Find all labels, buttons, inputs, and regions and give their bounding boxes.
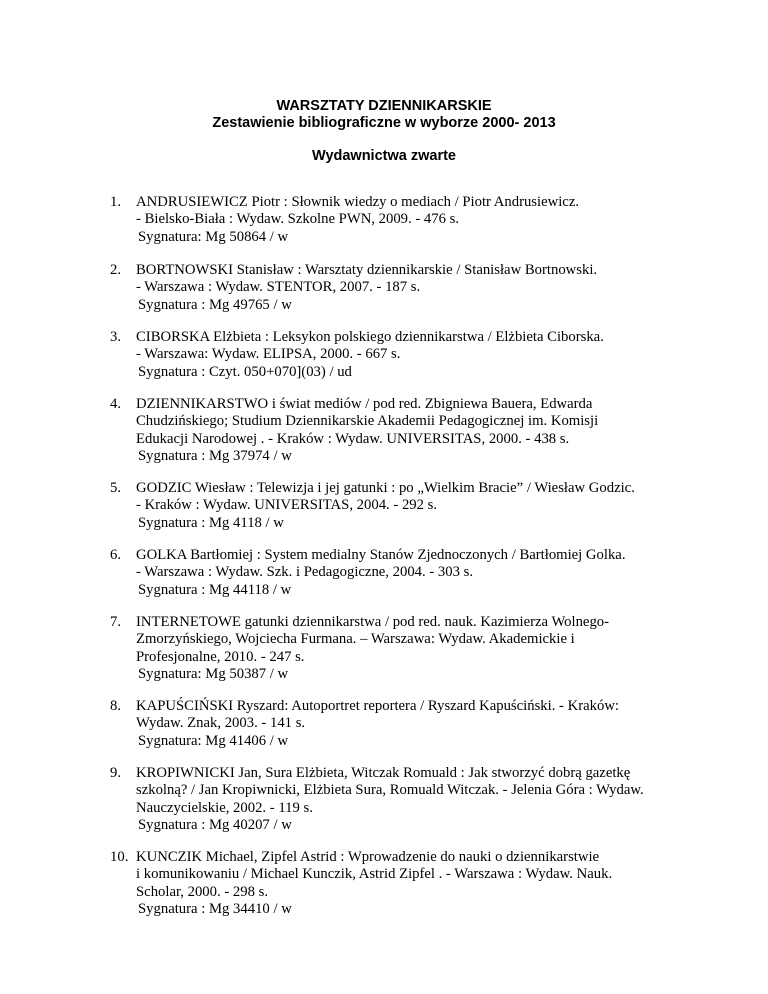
entry-number: 4.: [110, 396, 122, 412]
entry-line: BORTNOWSKI Stanisław : Warsztaty dziennikarskie / Stanisław Bortnowski.: [136, 262, 598, 278]
entry-line: INTERNETOWE gatunki dziennikarstwa / pod red. nauk. Kazimierza Wolnego-: [136, 614, 610, 630]
entry-body: [136, 698, 619, 750]
entry-line: KROPIWNICKI Jan, Sura Elżbieta, Witczak Romuald : Jak stworzyć dobrą gazetkę: [136, 765, 631, 781]
entry-line: Zmorzyńskiego, Wojciecha Furmana. – Warszawa: Wydaw. Akademickie i: [136, 631, 575, 648]
entry-line: ANDRUSIEWICZ Piotr : Słownik wiedzy o mediach / Piotr Andrusiewicz.: [136, 194, 580, 210]
entry-number: 2.: [110, 262, 122, 278]
entry-body: [136, 396, 598, 465]
entry-line: - Kraków : Wydaw. UNIVERSITAS, 2004. - 292 s.: [136, 497, 438, 514]
entry-number: 3.: [110, 329, 122, 345]
entry-number: 8.: [110, 698, 122, 714]
entry-body: [136, 480, 635, 532]
entry-number: 6.: [110, 547, 122, 563]
document-subtitle: Zestawienie bibliograficzne w wyborze 2000- 2013: [212, 115, 556, 131]
entry-line: GODZIC Wiesław : Telewizja i jej gatunki : po „Wielkim Bracie” / Wiesław Godzic.: [136, 480, 635, 496]
entry-signature: Sygnatura : Czyt. 050+070](03) / ud: [138, 363, 352, 380]
entry-line: Chudzińskiego; Studium Dziennikarskie Akademii Pedagogicznej im. Komisji: [136, 413, 599, 430]
entry-body: [136, 262, 597, 314]
entry-line: GOLKA Bartłomiej : System medialny Stanów Zjednoczonych / Bartłomiej Golka.: [136, 547, 626, 563]
entry-line: Scholar, 2000. - 298 s.: [136, 883, 268, 900]
entry-line: - Warszawa : Wydaw. STENTOR, 2007. - 187 s.: [136, 279, 421, 296]
entry-body: [136, 849, 612, 918]
entry-line: - Bielsko-Biała : Wydaw. Szkolne PWN, 2009. - 476 s.: [136, 211, 460, 228]
entry-number: 1.: [110, 194, 122, 210]
entry-line: Wydaw. Znak, 2003. - 141 s.: [136, 715, 306, 732]
entry-signature: Sygnatura : Mg 44118 / w: [138, 581, 292, 598]
entry-line: DZIENNIKARSTWO i świat mediów / pod red. Zbigniewa Bauera, Edwarda: [136, 396, 593, 412]
entry-number: 7.: [110, 614, 122, 630]
section-heading: Wydawnictwa zwarte: [312, 148, 456, 164]
entry-line: CIBORSKA Elżbieta : Leksykon polskiego dziennikarstwa / Elżbieta Ciborska.: [136, 329, 604, 345]
entry-line: Profesjonalne, 2010. - 247 s.: [136, 648, 305, 665]
entry-body: [136, 194, 579, 246]
entry-line: i komunikowaniu / Michael Kunczik, Astrid Zipfel . - Warszawa : Wydaw. Nauk.: [136, 866, 613, 883]
entry-number: 9.: [110, 765, 122, 781]
entry-number: 10.: [110, 849, 129, 865]
entry-signature: Sygnatura : Mg 37974 / w: [138, 447, 292, 464]
entry-line: szkolną? / Jan Kropiwnicki, Elżbieta Sura, Romuald Witczak. - Jelenia Góra : Wydaw.: [136, 782, 644, 799]
entry-signature: Sygnatura: Mg 50387 / w: [138, 665, 289, 682]
entry-line: KUNCZIK Michael, Zipfel Astrid : Wprowadzenie do nauki o dziennikarstwie: [136, 849, 600, 865]
entry-body: [136, 614, 609, 683]
entry-line: KAPUŚCIŃSKI Ryszard: Autoportret reportera / Ryszard Kapuściński. - Kraków:: [136, 698, 620, 714]
entry-line: - Warszawa: Wydaw. ELIPSA, 2000. - 667 s.: [136, 346, 401, 363]
entry-signature: Sygnatura : Mg 34410 / w: [138, 900, 292, 917]
entry-signature: Sygnatura: Mg 50864 / w: [138, 228, 289, 245]
entry-body: [136, 329, 604, 381]
entry-line: Edukacji Narodowej . - Kraków : Wydaw. UNIVERSITAS, 2000. - 438 s.: [136, 430, 570, 447]
entry-signature: Sygnatura : Mg 4118 / w: [138, 514, 284, 531]
entry-body: [136, 547, 626, 599]
document-title: WARSZTATY DZIENNIKARSKIE: [276, 98, 492, 114]
entry-signature: Sygnatura: Mg 41406 / w: [138, 732, 289, 749]
entry-body: [136, 765, 644, 834]
entry-signature: Sygnatura : Mg 49765 / w: [138, 296, 292, 313]
entry-signature: Sygnatura : Mg 40207 / w: [138, 816, 292, 833]
entry-line: Nauczycielskie, 2002. - 119 s.: [136, 799, 313, 816]
entry-line: - Warszawa : Wydaw. Szk. i Pedagogiczne, 2004. - 303 s.: [136, 564, 474, 581]
entry-number: 5.: [110, 480, 122, 496]
